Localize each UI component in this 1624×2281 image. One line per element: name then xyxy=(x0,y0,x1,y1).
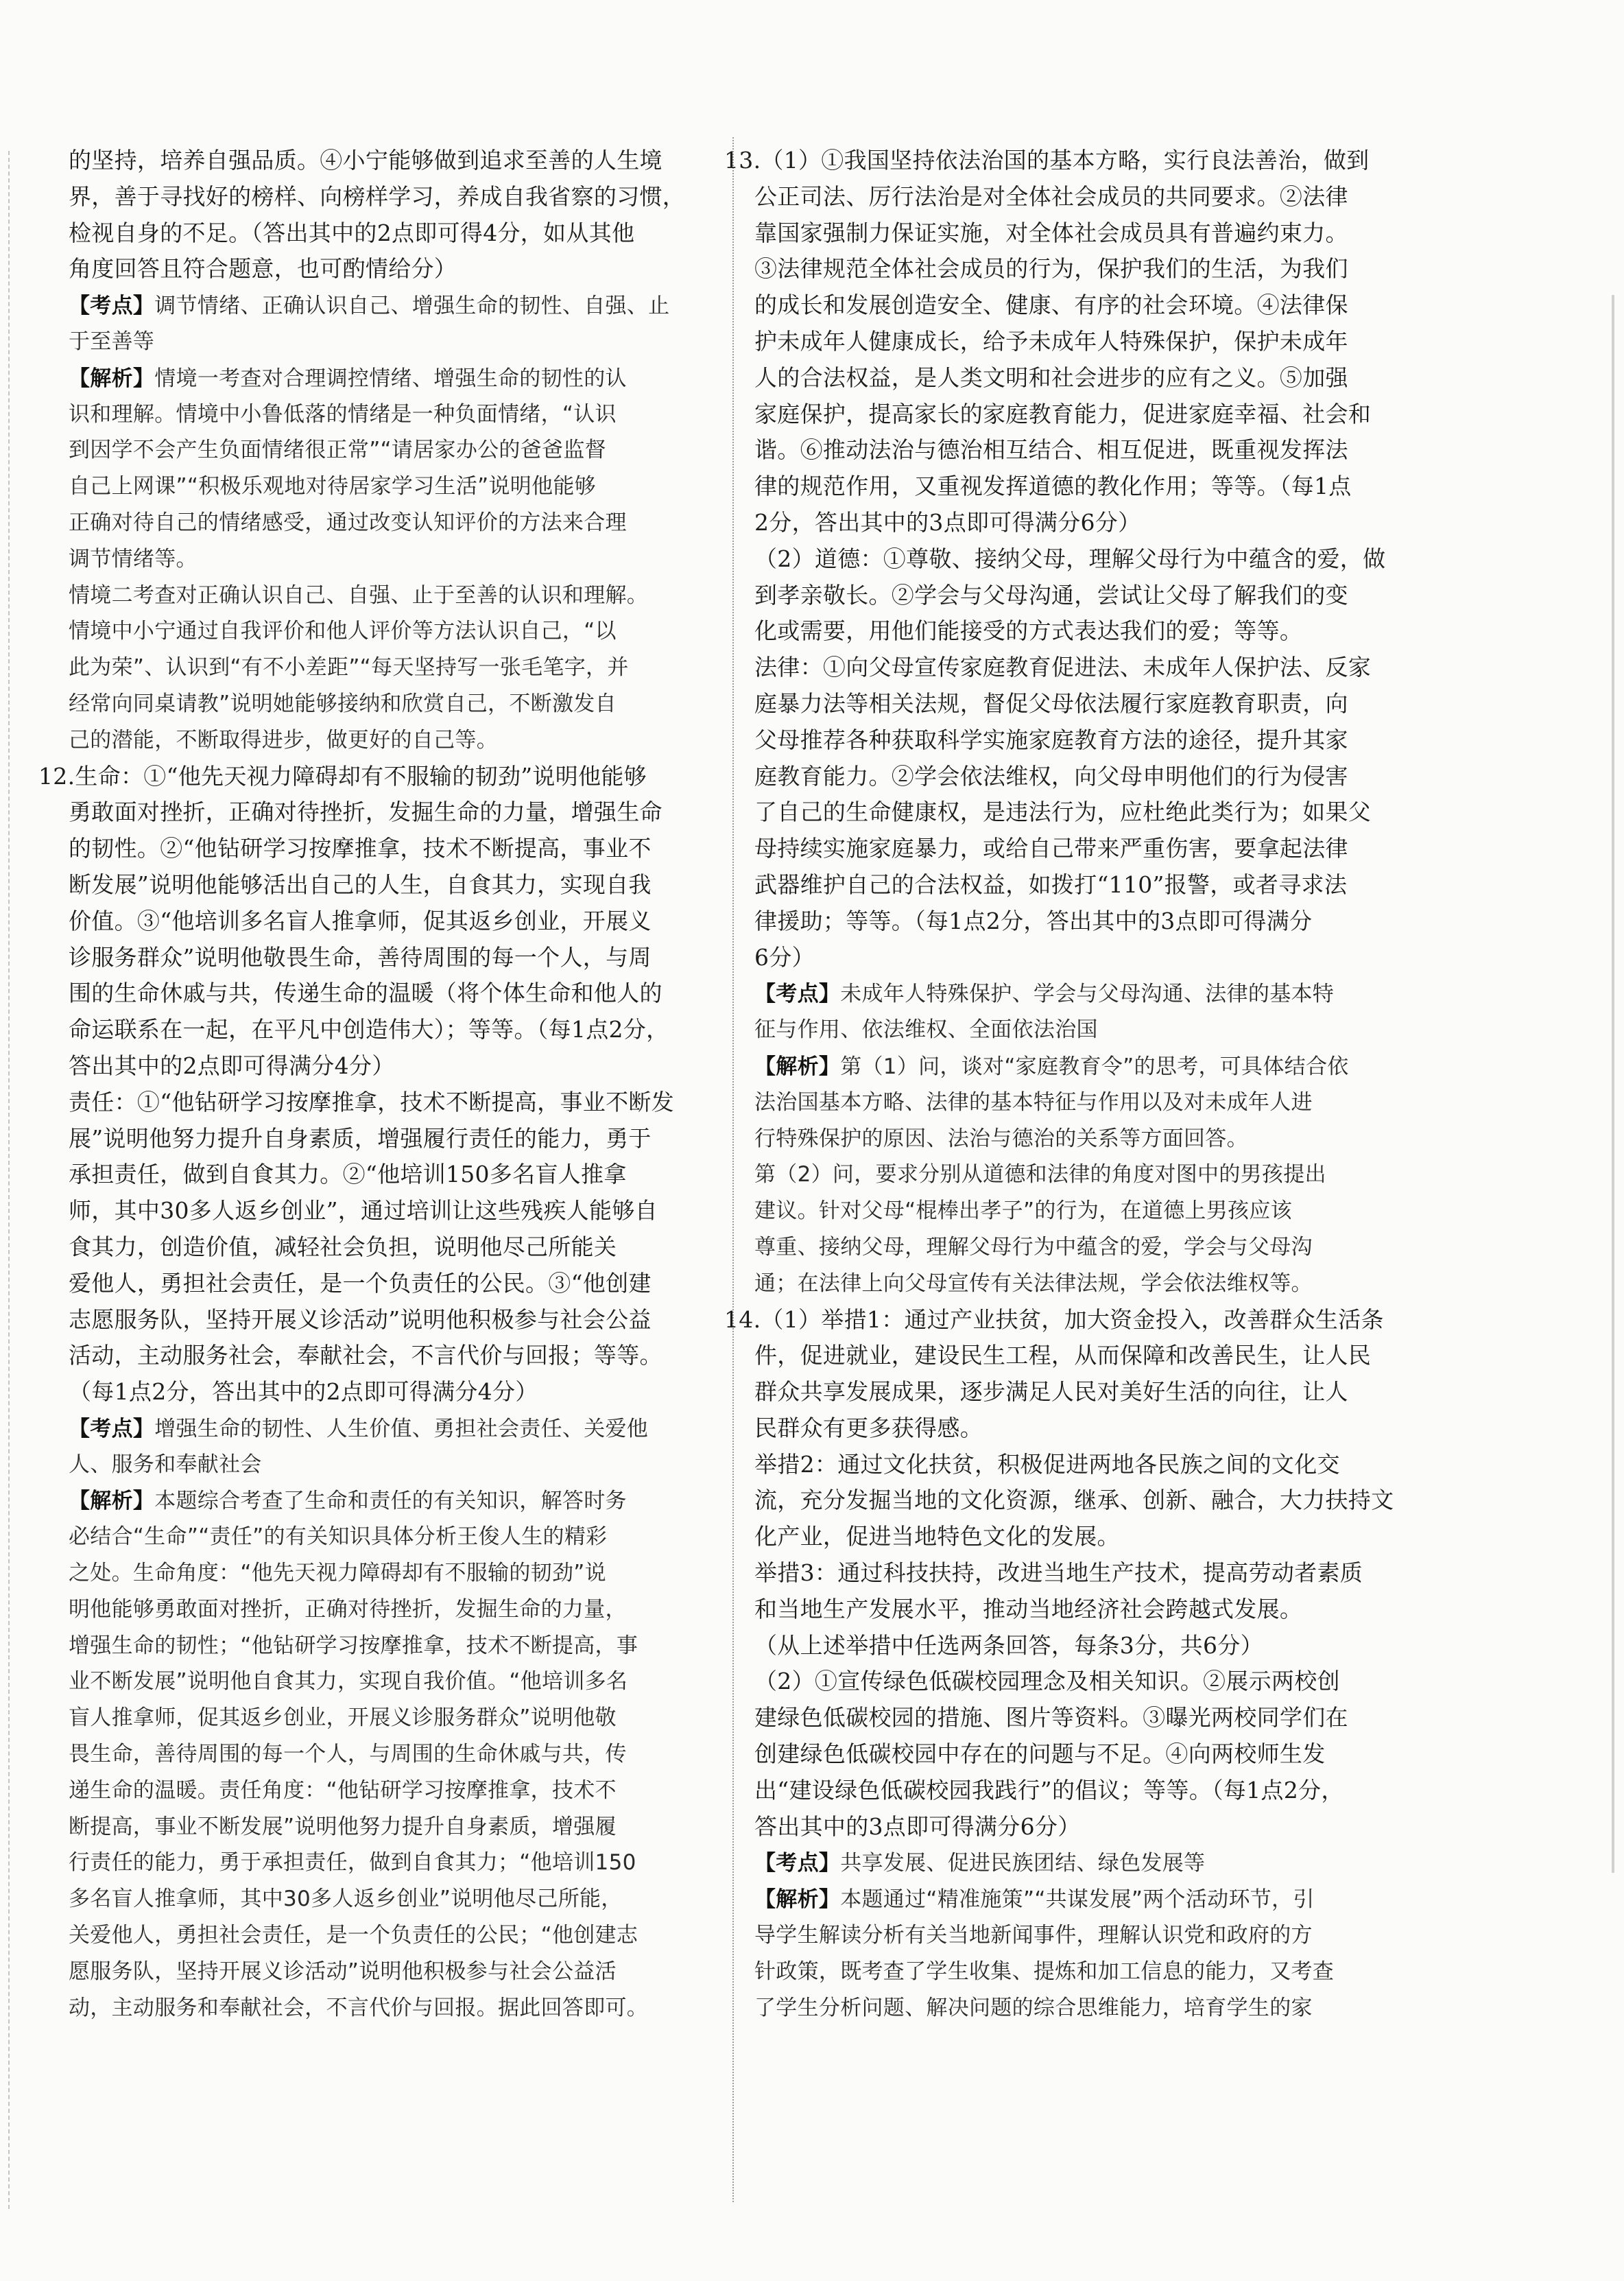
jiexi-text: 多名盲人推拿师，其中30多人返乡创业”说明他尽己所能， xyxy=(69,1887,623,1912)
jiexi-text: 之处。生命角度：“他先天视力障碍却有不服输的韧劲”说 xyxy=(69,1561,606,1586)
jiexi-text: 情境中小宁通过自我评价和他人评价等方法认识自己，“以 xyxy=(69,619,617,644)
kaodian-text: 共享发展、促进民族团结、绿色发展等 xyxy=(840,1851,1206,1876)
text-line: 角度回答且符合题意，也可酌情给分） xyxy=(69,255,457,283)
q11-jiexi xyxy=(69,360,698,759)
jiexi-tag: 【解析】 xyxy=(69,1489,155,1514)
kaodian-text: 于至善等 xyxy=(69,329,155,354)
question-number: 14. xyxy=(724,1305,761,1333)
jiexi-text: 畏生命，善待周围的每一个人，与周围的生命休戚与共，传 xyxy=(69,1742,627,1767)
jiexi-text: 导学生解读分析有关当地新闻事件，理解认识党和政府的方 xyxy=(754,1923,1313,1948)
text-line: 创建绿色低碳校园中存在的问题与不足。④向两校师生发 xyxy=(754,1740,1326,1768)
text-line: 承担责任，做到自食其力。②“他培训150多名盲人推拿 xyxy=(69,1161,627,1188)
jiexi-text: 针政策，既考查了学生收集、提炼和加工信息的能力，又考查 xyxy=(754,1959,1335,1984)
text-line: 化产业，促进当地特色文化的发展。 xyxy=(754,1523,1120,1550)
kaodian-tag: 【考点】 xyxy=(69,1416,155,1441)
text-line: 2分，答出其中的3点即可得满分6分） xyxy=(754,508,1141,536)
q11-kaodian xyxy=(69,287,698,360)
jiexi-text: 到因学不会产生负面情绪很正常”“请居家办公的爸爸监督 xyxy=(69,438,606,463)
jiexi-text: 愿服务队，坚持开展义诊活动”说明他积极参与社会公益活 xyxy=(69,1959,617,1984)
text-line: 民群众有更多获得感。 xyxy=(754,1414,983,1441)
text-line: （2）道德：①尊敬、接纳父母，理解父母行为中蕴含的爱，做 xyxy=(754,545,1386,572)
jiexi-text: 明他能够勇敢面对挫折，正确对待挫折，发掘生命的力量， xyxy=(69,1596,627,1622)
text-line: 流，充分发掘当地的文化资源，继承、创新、融合，大力扶持文 xyxy=(754,1487,1394,1514)
jiexi-text: 关爱他人，勇担社会责任，是一个负责任的公民；“他创建志 xyxy=(69,1923,638,1948)
text-line: 展”说明他努力提升自身素质，增强履行责任的能力，勇于 xyxy=(69,1124,652,1152)
text-line: 庭教育能力。②学会依法维权，向父母申明他们的行为侵害 xyxy=(754,762,1348,790)
text-line: 检视自身的不足。（答出其中的2点即可得4分，如从其他 xyxy=(69,219,635,246)
text-line: 律援助；等等。（每1点2分，答出其中的3点即可得满分 xyxy=(754,907,1313,934)
text-line: 律的规范作用，又重视发挥道德的教化作用；等等。（每1点 xyxy=(754,473,1352,500)
page-edge-shadow xyxy=(1612,295,1614,1873)
text-line: ③法律规范全体社会成员的行为，保护我们的生活，为我们 xyxy=(754,255,1348,283)
text-line: 武器维护自己的合法权益，如拨打“110”报警，或者寻求法 xyxy=(754,871,1348,898)
jiexi-text: 情境一考查对合理调控情绪、增强生命的韧性的认 xyxy=(154,366,627,391)
jiexi-text: 正确对待自己的情绪感受，通过改变认知评价的方法来合理 xyxy=(69,510,627,535)
text-line: 法律：①向父母宣传家庭教育促进法、未成年人保护法、反家 xyxy=(754,654,1372,681)
kaodian-tag: 【考点】 xyxy=(754,982,841,1007)
jiexi-text: 本题通过“精准施策”“共谋发展”两个活动环节，引 xyxy=(840,1887,1315,1913)
text-line: （2）①宣传绿色低碳校园理念及相关知识。②展示两校创 xyxy=(754,1668,1340,1695)
question-number: 12. xyxy=(38,762,75,790)
jiexi-text: 断提高，事业不断发展”说明他努力提升自身素质，增强履 xyxy=(69,1814,617,1839)
jiexi-text: 行责任的能力，勇于承担责任，做到自食其力；“他培训150 xyxy=(69,1850,636,1876)
text-line: 出“建设绿色低碳校园我践行”的倡议；等等。（每1点2分， xyxy=(754,1776,1344,1804)
text-line: （1）举措1：通过产业扶贫，加大资金投入，改善群众生活条 xyxy=(761,1305,1384,1333)
text-line: 活动，主动服务社会，奉献社会，不言代价与回报；等等。 xyxy=(69,1342,662,1369)
text-line: 举措3：通过科技扶持，改进当地生产技术，提高劳动者素质 xyxy=(754,1559,1363,1587)
jiexi-text: 动，主动服务和奉献社会，不言代价与回报。据此回答即可。 xyxy=(69,1995,649,2020)
jiexi-text: 本题综合考查了生命和责任的有关知识，解答时务 xyxy=(154,1489,627,1514)
text-line: 谐。⑥推动法治与德治相互结合、相互促进，既重视发挥法 xyxy=(754,436,1348,464)
text-line: 母持续实施家庭暴力，或给自己带来严重伤害，要拿起法律 xyxy=(754,835,1348,862)
text-line: 举措2：通过文化扶贫，积极促进两地各民族之间的文化交 xyxy=(754,1450,1340,1478)
jiexi-text: 情境二考查对正确认识自己、自强、止于至善的认识和理解。 xyxy=(69,582,649,608)
text-line: 化或需要，用他们能接受的方式表达我们的爱；等等。 xyxy=(754,617,1303,645)
text-line: 价值。③“他培训多名盲人推拿师，促其返乡创业，开展义 xyxy=(69,907,652,934)
text-line: 的坚持，培养自强品质。④小宁能够做到追求至善的人生境 xyxy=(69,147,662,174)
q11-answer-continued xyxy=(69,143,698,287)
jiexi-text: 经常向同桌请教”说明她能够接纳和欣赏自己，不断激发自 xyxy=(69,691,617,716)
text-line: 责任：①“他钻研学习按摩推拿，技术不断提高，事业不断发 xyxy=(69,1088,674,1115)
text-line: 了自己的生命健康权，是违法行为，应杜绝此类行为；如果父 xyxy=(754,799,1372,826)
text-line: 食其力，创造价值，减轻社会负担，说明他尽己所能关 xyxy=(69,1233,617,1260)
kaodian-tag: 【考点】 xyxy=(69,294,155,319)
text-line: 和当地生产发展水平，推动当地经济社会跨越式发展。 xyxy=(754,1595,1303,1622)
kaodian-text: 征与作用、依法维权、全面依法治国 xyxy=(754,1017,1098,1043)
q13-answer xyxy=(724,143,1424,1302)
text-line: 答出其中的3点即可得满分6分） xyxy=(754,1812,1081,1840)
q12-answer xyxy=(38,759,698,2026)
kaodian-text: 未成年人特殊保护、学会与父母沟通、法律的基本特 xyxy=(840,982,1335,1007)
jiexi-text: 了学生分析问题、解决问题的综合思维能力，培育学生的家 xyxy=(754,1995,1313,2020)
binding-edge xyxy=(8,151,10,2209)
text-line: 命运联系在一起，在平凡中创造伟大）；等等。（每1点2分， xyxy=(69,1016,669,1043)
right-column xyxy=(724,143,1424,2026)
text-line: 勇敢面对挫折，正确对待挫折，发掘生命的力量，增强生命 xyxy=(69,799,662,826)
text-line: 建绿色低碳校园的措施、图片等资料。③曝光两校同学们在 xyxy=(754,1704,1348,1732)
jiexi-text: 递生命的温暖。责任角度：“他钻研学习按摩推拿，技术不 xyxy=(69,1777,617,1803)
text-line: 诊服务群众”说明他敬畏生命，善待周围的每一个人，与周 xyxy=(69,943,652,971)
jiexi-text: 法治国基本方略、法律的基本特征与作用以及对未成年人进 xyxy=(754,1089,1313,1115)
jiexi-text: 自己上网课”“积极乐观地对待居家学习生活”说明他能够 xyxy=(69,474,596,499)
jiexi-text: 己的潜能，不断取得进步，做更好的自己等。 xyxy=(69,727,498,753)
kaodian-text: 调节情绪、正确认识自己、增强生命的韧性、自强、止 xyxy=(154,294,670,319)
text-line: 断发展”说明他能够活出自己的人生，自食其力，实现自我 xyxy=(69,871,652,898)
jiexi-text: 业不断发展”说明他自食其力，实现自我价值。“他培训多名 xyxy=(69,1669,628,1694)
text-line: 靠国家强制力保证实施，对全体社会成员具有普遍约束力。 xyxy=(754,219,1348,246)
jiexi-text: 第（2）问，要求分别从道德和法律的角度对图中的男孩提出 xyxy=(754,1162,1326,1187)
text-line: 界，善于寻找好的榜样、向榜样学习，养成自我省察的习惯， xyxy=(69,182,686,210)
text-line: （每1点2分，答出其中的2点即可得满分4分） xyxy=(69,1378,538,1406)
text-line: 家庭保护，提高家长的家庭教育能力，促进家庭幸福、社会和 xyxy=(754,400,1372,427)
jiexi-tag: 【解析】 xyxy=(69,366,155,391)
jiexi-text: 调节情绪等。 xyxy=(69,546,198,571)
q14-answer xyxy=(724,1302,1424,2026)
jiexi-text: 必结合“生命”“责任”的有关知识具体分析王俊人生的精彩 xyxy=(69,1524,608,1550)
text-line: 庭暴力法等相关法规，督促父母依法履行家庭教育职责，向 xyxy=(754,689,1348,717)
text-line: 到孝亲敬长。②学会与父母沟通，尝试让父母了解我们的变 xyxy=(754,581,1348,608)
question-number: 13. xyxy=(724,147,761,174)
text-line: 6分） xyxy=(754,943,815,971)
jiexi-text: 行特殊保护的原因、法治与德治的关系等方面回答。 xyxy=(754,1126,1248,1151)
text-line: 父母推荐各种获取科学实施家庭教育方法的途径，提升其家 xyxy=(754,726,1348,753)
text-line: 爱他人，勇担社会责任，是一个负责任的公民。③“他创建 xyxy=(69,1269,652,1297)
jiexi-text: 通；在法律上向父母宣传有关法律法规，学会依法维权等。 xyxy=(754,1270,1313,1296)
text-line: （从上述举措中任选两条回答，每条3分，共6分） xyxy=(754,1631,1263,1659)
text-line: 护未成年人健康成长，给予未成年人特殊保护，保护未成年 xyxy=(754,327,1348,355)
jiexi-text: 此为荣”、认识到“有不小差距”“每天坚持写一张毛笔字，并 xyxy=(69,655,629,681)
jiexi-text: 增强生命的韧性；“他钻研学习按摩推拿，技术不断提高，事 xyxy=(69,1633,638,1658)
jiexi-tag: 【解析】 xyxy=(754,1887,841,1913)
jiexi-tag: 【解析】 xyxy=(754,1054,841,1079)
text-line: 的成长和发展创造安全、健康、有序的社会环境。④法律保 xyxy=(754,292,1348,319)
text-line: 志愿服务队，坚持开展义诊活动”说明他积极参与社会公益 xyxy=(69,1305,652,1333)
text-line: 群众共享发展成果，逐步满足人民对美好生活的向往，让人 xyxy=(754,1378,1348,1406)
text-line: 的韧性。②“他钻研学习按摩推拿，技术不断提高，事业不 xyxy=(69,835,652,862)
kaodian-text: 增强生命的韧性、人生价值、勇担社会责任、关爱他 xyxy=(154,1416,649,1441)
jiexi-text: 第（1）问，谈对“家庭教育令”的思考，可具体结合依 xyxy=(840,1054,1349,1079)
text-line: 答出其中的2点即可得满分4分） xyxy=(69,1052,395,1079)
jiexi-text: 盲人推拿师，促其返乡创业，开展义诊服务群众”说明他敬 xyxy=(69,1705,617,1731)
text-line: 师，其中30多人返乡创业”，通过培训让这些残疾人能够自 xyxy=(69,1197,658,1225)
left-column xyxy=(38,143,698,2026)
text-line: 生命：①“他先天视力障碍却有不服输的韧劲”说明他能够 xyxy=(75,762,647,790)
text-line: （1）①我国坚持依法治国的基本方略，实行良法善治，做到 xyxy=(761,147,1370,174)
text-line: 件，促进就业，建设民生工程，从而保障和改善民生，让人民 xyxy=(754,1342,1372,1369)
text-line: 围的生命休戚与共，传递生命的温暖（将个体生命和他人的 xyxy=(69,980,662,1007)
text-line: 人的合法权益，是人类文明和社会进步的应有之义。⑤加强 xyxy=(754,364,1348,391)
text-line: 公正司法、厉行法治是对全体社会成员的共同要求。②法律 xyxy=(754,182,1348,210)
kaodian-tag: 【考点】 xyxy=(754,1851,841,1876)
jiexi-text: 尊重、接纳父母，理解父母行为中蕴含的爱，学会与父母沟 xyxy=(754,1234,1313,1260)
jiexi-text: 建议。针对父母“棍棒出孝子”的行为，在道德上男孩应该 xyxy=(754,1198,1292,1224)
kaodian-text: 人、服务和奉献社会 xyxy=(69,1452,262,1477)
jiexi-text: 识和理解。情境中小鲁低落的情绪是一种负面情绪，“认识 xyxy=(69,401,617,427)
